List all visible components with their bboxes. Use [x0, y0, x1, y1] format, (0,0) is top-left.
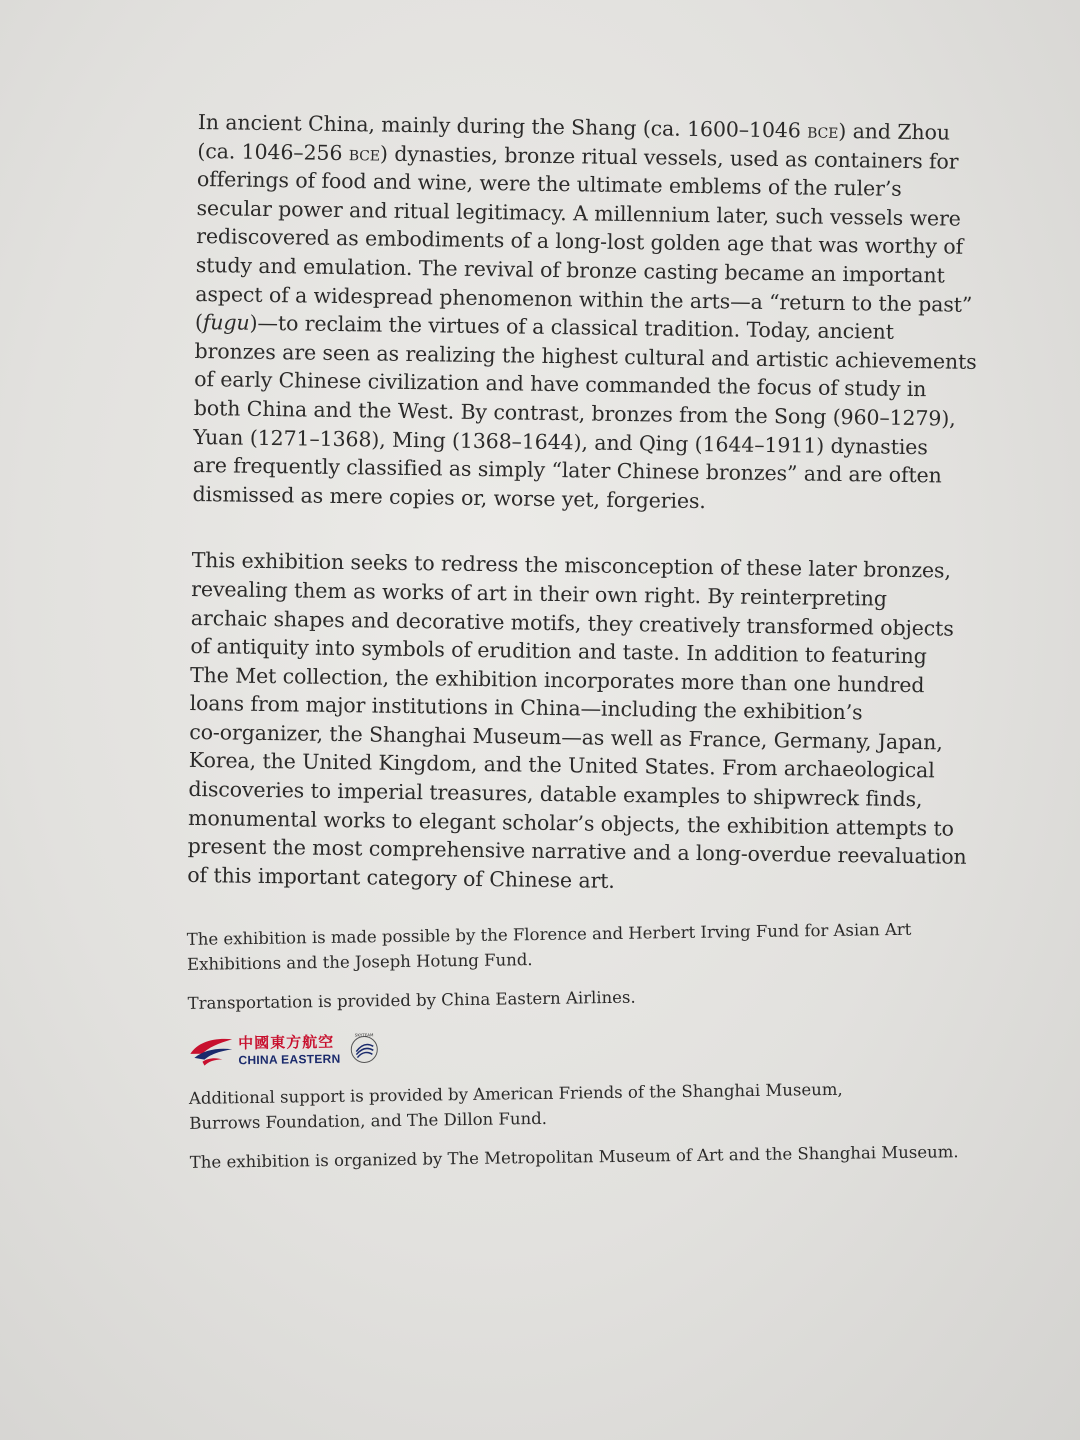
text-line: dismissed as mere copies or, worse yet, forgeries.	[192, 481, 706, 513]
italic-term: fugu	[202, 310, 250, 335]
text-line: Yuan (1271–1368), Ming (1368–1644), and Qing (1644–1911) dynasties	[193, 424, 928, 459]
skyteam-badge-icon	[346, 1032, 382, 1068]
text-line: bronzes are seen as realizing the highest cultural and artistic achievements	[194, 338, 977, 374]
text-line: In ancient China, mainly during the Shang (ca. 1600–1046 bce) and Zhou	[197, 109, 951, 145]
credits-section	[186, 918, 959, 1176]
text-line: archaic shapes and decorative motifs, they creatively transformed objects	[190, 605, 954, 641]
logo-english-name: CHINA EASTERN	[238, 1052, 341, 1068]
additional-support-credit: Additional support is provided by American Friends of the Shanghai Museum, Burrows Foundation, and The Dillon Fund.	[188, 1080, 843, 1134]
wall-text-panel	[183, 108, 977, 1199]
text-line: (fugu)—to reclaim the virtues of a classical tradition. Today, ancient	[194, 310, 894, 344]
exhibition-paragraph	[187, 546, 967, 899]
organizer-credit: The exhibition is organized by The Metropolitan Museum of Art and the Shanghai Museum.	[189, 1142, 959, 1173]
text-line: of antiquity into symbols of erudition and taste. In addition to featuring	[190, 634, 927, 669]
text-line: of early Chinese civilization and have commanded the focus of study in	[194, 367, 927, 402]
text-line: aspect of a widespread phenomenon within the arts—a “return to the past”	[195, 281, 973, 317]
transport-credit: Transportation is provided by China Eastern Airlines.	[187, 988, 636, 1014]
text-line: loans from major institutions in China—including the exhibition’s	[189, 691, 863, 725]
text-line: (ca. 1046–256 bce) dynasties, bronze ritual vessels, used as containers for	[197, 138, 959, 174]
text-line: co-organizer, the Shanghai Museum—as well as France, Germany, Japan,	[189, 719, 943, 755]
text-line: discoveries to imperial treasures, datable examples to shipwreck finds,	[188, 776, 923, 812]
text-line: This exhibition seeks to redress the misconception of these later bronzes,	[191, 548, 952, 583]
text-line: rediscovered as embodiments of a long-lost golden age that was worthy of	[196, 224, 964, 260]
text-line: are frequently classified as simply “later Chinese bronzes” and are often	[192, 453, 942, 488]
text-line: secular power and ritual legitimacy. A millennium later, such vessels were	[196, 195, 961, 231]
era-abbrev: bce	[348, 140, 381, 166]
swallow-icon	[188, 1036, 234, 1069]
svg-text:SKYTEAM: SKYTEAM	[354, 1032, 374, 1039]
text-line: present the most comprehensive narrative and a long-overdue reevaluation	[187, 834, 967, 870]
text-line: The Met collection, the exhibition incorporates more than one hundred	[189, 662, 925, 697]
text-line: Korea, the United Kingdom, and the United States. From archaeological	[188, 748, 935, 783]
intro-paragraph	[192, 108, 977, 518]
logo-chinese-name: 中國東方航空	[238, 1033, 335, 1053]
text-line: both China and the West. By contrast, bronzes from the Song (960–1279),	[193, 395, 956, 431]
text-line: of this important category of Chinese art.	[187, 862, 615, 893]
china-eastern-logo	[188, 1021, 889, 1075]
sponsor-credit: The exhibition is made possible by the Florence and Herbert Irving Fund for Asian Art Exhibitions and the Joseph Hotung Fund.	[186, 920, 912, 975]
text-line: study and emulation. The revival of bronze casting became an important	[195, 252, 945, 288]
logo-wordmark	[238, 1035, 341, 1066]
era-abbrev: bce	[806, 118, 839, 143]
text-line: revealing them as works of art in their own right. By reinterpreting	[191, 576, 888, 611]
text-line: monumental works to elegant scholar’s objects, the exhibition attempts to	[187, 805, 954, 841]
text-line: offerings of food and wine, were the ultimate emblems of the ruler’s	[196, 167, 902, 202]
